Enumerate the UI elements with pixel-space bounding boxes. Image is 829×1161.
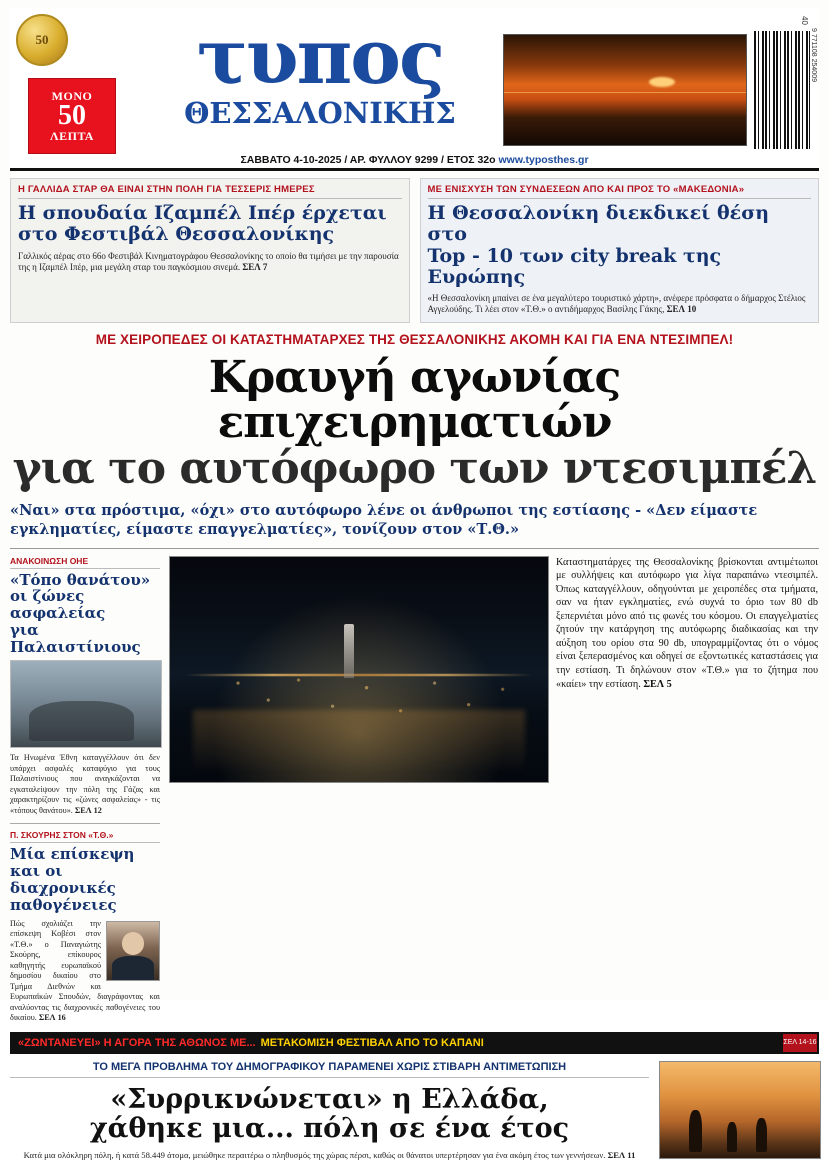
silhouette-child-1 (727, 1122, 737, 1152)
avatar (106, 921, 160, 981)
sidebar-gaza-page-ref: ΣΕΛ 12 (74, 805, 102, 815)
teaser-right-headline-line1: Η Θεσσαλονίκη διεκδικεί θέση στο (427, 202, 770, 246)
lead-body-text: Καταστηματάρχες της Θεσσαλονίκης βρίσκονται αντιμέτωποι με συλλήψεις και αυτόφωρο για λίγα παραπάνω ντεσιμπέλ. Όπως καταγγέλλουν, οδηγούνται με χειροπέδες στα τμήματα, σαν να ήταν εγκληματίες, ενώ συχνά το όριο των 80 db ξεπερνιέται μόνο από τις φωνές του κόσμου. Οι επαγγελματίες ζητούν την κατάργηση της αυτόφωρης διαδικασίας και την αύξηση του ορίου στα 90 db, υπογραμμίζοντας ότι ο νόμος είναι ξεπερασμένος και οδηγεί σε εξοντωτικές καταστάσεις για την εστίαση. Τι δηλώνουν στον «Τ.Θ.» για το ζήτημα που «καίει» την εστίαση. (556, 556, 818, 690)
bottom-story-text[interactable] (10, 1061, 649, 1161)
bottom-page-ref: ΣΕΛ 11 (607, 1150, 636, 1161)
masthead-title-block (130, 12, 510, 130)
sidebar-skouris-kicker: Π. ΣΚΟΥΡΗΣ ΣΤΟΝ «Τ.Θ.» (10, 830, 160, 843)
banner-page-ref: ΣΕΛ 14-16 (783, 1034, 817, 1052)
lead-body-page-ref: ΣΕΛ 5 (643, 678, 672, 690)
teaser-right-headline-line2: Top - 10 των city break της Ευρώπης (427, 244, 722, 288)
portrait-body (112, 956, 154, 979)
lead-headline[interactable] (10, 351, 819, 495)
middle-grid (10, 556, 819, 1024)
barcode-top-number: 40 (800, 16, 809, 25)
sidebar-gaza-kicker: ΑΝΑΚΟΙΝΩΣΗ ΟΗΕ (10, 556, 160, 569)
photo-reflection (193, 710, 526, 773)
silhouette-child-2 (756, 1118, 767, 1152)
teaser-left-headline-line1: Η σπουδαία Ιζαμπέλ Ιπέρ έρχεται (18, 202, 387, 224)
newspaper-title: τυπος (196, 12, 444, 101)
teaser-right-body-text: «Η Θεσσαλονίκη μπαίνει σε ένα μεγαλύτερο τουριστικό χάρτη», ανέφερε πρόσφατα ο δήμαρχος Στέλιος Αγγελούδης. Τι λέει στον «Τ.Θ.» ο αντιδήμαρχος Βασίλης Γάκης, (427, 293, 806, 315)
portrait-face (122, 932, 145, 955)
white-tower-shape (344, 624, 354, 678)
promo-banner[interactable] (10, 1032, 819, 1054)
sidebar-skouris-headline (10, 846, 160, 913)
teaser-right-page-ref: ΣΕΛ 10 (666, 304, 697, 315)
barcode-number: 9 771108 254009 (810, 28, 817, 82)
sidebar-skouris-body (10, 919, 160, 1024)
lead-deck: «Ναι» στα πρόστιμα, «όχι» στο αυτόφωρο λένε οι άνθρωποι της εστίασης - «Δεν είμαστε εγκληματίες, είμαστε επαγγελματίες», τονίζουν στον «Τ.Θ.» (10, 501, 758, 538)
bottom-body-text: Κατά μια ολόκληρη πόλη, ή κατά 58.449 άτομα, μειώθηκε περαιτέρω ο πληθυσμός της χώρας πέρσι, καθώς οι θάνατοι υπερτέρησαν για ένα ακόμη έτος των γεννήσεων. (23, 1150, 606, 1161)
newspaper-subtitle: ΘΕΣΣΑΛΟΝΙΚΗΣ (184, 95, 456, 130)
price-line-1: ΜΟΝΟ (51, 89, 93, 103)
photo-shoreline (185, 674, 533, 676)
sidebar-skouris-line2: και οι διαχρονικές (10, 862, 116, 898)
coin-label: 50 (35, 32, 49, 47)
sidebar-gaza-headline (10, 572, 160, 656)
left-sidebar (10, 556, 160, 1024)
bottom-photo-column (659, 1061, 819, 1161)
sidebar-skouris-page-ref: ΣΕΛ 16 (38, 1013, 66, 1023)
bottom-story (10, 1061, 819, 1161)
sun-icon (649, 77, 675, 87)
sidebar-gaza-line3: για Παλαιστίνιους (10, 620, 141, 656)
sidebar-gaza-line2: οι ζώνες ασφαλείας (10, 587, 106, 623)
bottom-photo (659, 1061, 821, 1159)
dateline (10, 154, 819, 166)
price-line-2: 50 (58, 100, 86, 131)
price-badge (28, 78, 116, 154)
sidebar-skouris-body-text: Πώς σχολιάζει την επίσκεψη Κοβέσι στον «Τ.Θ.» ο Παναγιώτης Σκούρης, επίκουρος καθηγητής ευρωπαϊκού δημοσίου δικαίου στο Τμήμα Διεθνών και Ευρωπαϊκών Σπουδών, διαγράφοντας και αναλύοντας τις διαχρονικές παθογένειες του δικαίου. (10, 918, 160, 1023)
teaser-right-headline (428, 203, 812, 288)
lead-photo-column (169, 556, 547, 1024)
price-line-3: ΛΕΠΤΑ (50, 129, 94, 143)
teaser-right[interactable] (420, 178, 820, 323)
teaser-left-headline (18, 203, 402, 246)
banner-yellow-text: ΜΕΤΑΚΟΜΙΣΗ ΦΕΣΤΙΒΑΛ ΑΠΟ ΤΟ ΚΑΠΑΝΙ (260, 1036, 484, 1049)
sidebar-gaza-photo (10, 660, 162, 748)
sidebar-item-gaza[interactable] (10, 556, 160, 817)
website-url[interactable]: www.typosthes.gr (498, 154, 589, 166)
bottom-kicker: ΤΟ ΜΕΓΑ ΠΡΟΒΛΗΜΑ ΤΟΥ ΔΗΜΟΓΡΑΦΙΚΟΥ ΠΑΡΑΜΕΝΕΙ ΧΩΡΙΣ ΣΤΙΒΑΡΗ ΑΝΤΙΜΕΤΩΠΙΣΗ (10, 1061, 649, 1078)
sidebar-item-skouris[interactable] (10, 830, 160, 1023)
masthead (10, 8, 819, 171)
lead-headline-line2: για το αυτόφωρο των ντεσιμπέλ (12, 443, 817, 495)
teaser-right-kicker: ΜΕ ΕΝΙΣΧΥΣΗ ΤΩΝ ΣΥΝΔΕΣΕΩΝ ΑΠΟ ΚΑΙ ΠΡΟΣ ΤΟ «ΜΑΚΕΔΟΝΙΑ» (428, 184, 812, 199)
bottom-headline-line2: χάθηκε μια... πόλη σε ένα έτος (89, 1113, 570, 1145)
teaser-left-headline-line2: στο Φεστιβάλ Θεσσαλονίκης (18, 223, 335, 246)
masthead-photo (503, 34, 747, 146)
lead-kicker: ΜΕ ΧΕΙΡΟΠΕΔΕΣ ΟΙ ΚΑΤΑΣΤΗΜΑΤΑΡΧΕΣ ΤΗΣ ΘΕΣΣΑΛΟΝΙΚΗΣ ΑΚΟΜΗ ΚΑΙ ΓΙΑ ΕΝΑ ΝΤΕΣΙΜΠΕΛ! (95, 331, 734, 347)
teaser-right-body (428, 293, 812, 316)
bottom-headline (10, 1085, 649, 1144)
divider (10, 823, 160, 824)
teaser-left[interactable] (10, 178, 410, 323)
lead-photo (169, 556, 549, 783)
sidebar-skouris-line3: παθογένειες (10, 895, 117, 914)
silhouette-adult (689, 1110, 702, 1152)
lead-headline-line1: Κραυγή αγωνίας επιχειρηματιών (208, 351, 621, 449)
teaser-left-kicker: Η ΓΑΛΛΙΔΑ ΣΤΑΡ ΘΑ ΕΙΝΑΙ ΣΤΗΝ ΠΟΛΗ ΓΙΑ ΤΕΣΣΕΡΙΣ ΗΜΕΡΕΣ (18, 184, 402, 199)
lead-body (556, 556, 818, 692)
sidebar-skouris-line1: Μία επίσκεψη (10, 845, 135, 864)
lead-body-column (556, 556, 818, 1024)
teaser-left-body (18, 251, 402, 274)
photo-shape (29, 701, 134, 741)
top-teasers (10, 178, 819, 323)
dateline-main: ΣΑΒΒΑΤΟ 4-10-2025 / ΑΡ. ΦΥΛΛΟΥ 9299 / ΕΤΟΣ 32ο (240, 154, 496, 166)
barcode-icon (753, 30, 811, 150)
sidebar-gaza-body (10, 753, 160, 816)
bottom-headline-line1: «Συρρικνώνεται» η Ελλάδα, (110, 1083, 549, 1115)
bottom-body (10, 1150, 649, 1161)
teaser-left-body-text: Γαλλικός αέρας στο 66ο Φεστιβάλ Κινηματογράφου Θεσσαλονίκης το οποίο θα τιμήσει με την παρουσία της η Ιζαμπέλ Ιπέρ, μια μεγάλη σταρ του παγκόσμιου σινεμά. (18, 250, 399, 272)
teaser-left-page-ref: ΣΕΛ 7 (242, 261, 268, 272)
divider (10, 548, 819, 549)
sidebar-gaza-body-text: Τα Ηνωμένα Έθνη καταγγέλλουν ότι δεν υπάρχει ασφαλές καταφύγιο για τους Παλαιστίνιους που αναγκάζονται να εγκαταλείψουν την πόλη της Γάζας και χαρακτηρίζουν τις «ζώνες ασφαλείας» - τις «τόπους θανάτου». (10, 753, 160, 815)
photo-horizon (504, 92, 746, 93)
coin-icon (16, 14, 68, 66)
sidebar-gaza-line1: «Τόπο θανάτου» (10, 570, 151, 589)
banner-red-text: «ΖΩΝΤΑΝΕΥΕΙ» Η ΑΓΟΡΑ ΤΗΣ ΑΘΩΝΟΣ ΜΕ... (18, 1036, 256, 1049)
